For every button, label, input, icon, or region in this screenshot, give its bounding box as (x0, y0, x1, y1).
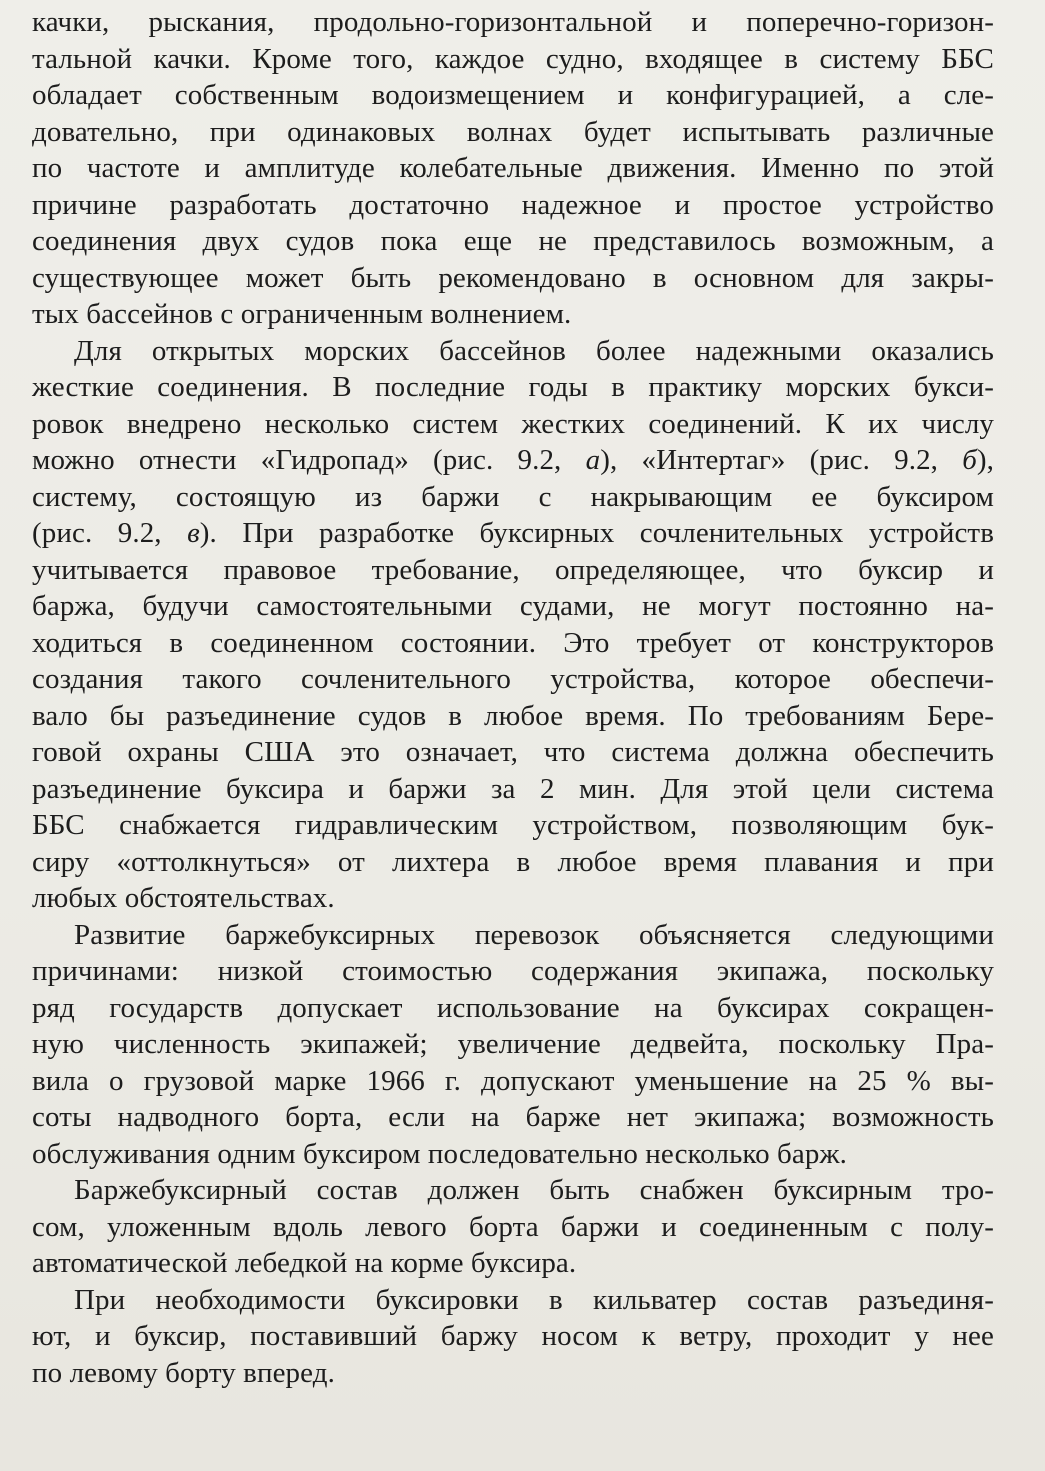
paragraph (32, 1282, 994, 1392)
text-line: сиру «оттолкнуться» от лихтера в любое время плавания и при (32, 845, 994, 878)
paragraph (32, 917, 994, 1173)
text-line: ную численность экипажей; увеличение дедвейта, поскольку Пра- (32, 1028, 994, 1060)
text-line: ют, и буксир, поставивший баржу носом к ветру, проходит у нее (32, 1320, 994, 1352)
text-line: Для открытых морских бассейнов более надежными оказались (74, 334, 994, 367)
text-line: сом, уложенным вдоль левого борта баржи и соединенным с полу- (32, 1210, 994, 1243)
text-line: по частоте и амплитуде колебательные движения. Именно по этой (32, 152, 994, 184)
text-line: причинами: низкой стоимостью содержания экипажа, поскольку (32, 955, 994, 987)
text-line: говой охраны США это означает, что система должна обеспечить (32, 736, 994, 768)
paragraph (32, 4, 994, 333)
text-line: При необходимости буксировки в кильватер состав разъединя- (74, 1283, 994, 1316)
text-line: Баржебуксирный состав должен быть снабжен буксирным тро- (74, 1174, 994, 1206)
text-line: существующее может быть рекомендовано в основном для закры- (32, 261, 994, 294)
text-line: обслуживания одним буксиром последовательно несколько барж. (32, 1137, 847, 1170)
text-line: (рис. 9.2, в). При разработке буксирных сочленительных устройств (32, 517, 994, 549)
figure-sublabel: б (962, 444, 977, 476)
text-line: создания такого сочленительного устройства, которое обеспечи- (32, 663, 994, 695)
text-line: ровок внедрено несколько систем жестких соединений. К их числу (32, 407, 994, 440)
text-line: вила о грузовой марке 1966 г. допускают уменьшение на 25 % вы- (32, 1064, 994, 1097)
text-line: тальной качки. Кроме того, каждое судно, входящее в систему ББС (32, 42, 994, 75)
text-line: ходиться в соединенном состоянии. Это требует от конструкторов (32, 626, 994, 659)
text-line: ББС снабжается гидравлическим устройством, позволяющим бук- (32, 809, 994, 841)
text-line: Развитие баржебуксирных перевозок объясняется следующими (74, 918, 994, 951)
text-line: довательно, при одинаковых волнах будет испытывать различные (32, 115, 994, 148)
text-line: систему, состоящую из баржи с накрывающим ее буксиром (32, 480, 994, 513)
text-line: причине разработать достаточно надежное и простое устройство (32, 188, 994, 221)
text-line: автоматической лебедкой на корме буксира. (32, 1247, 577, 1279)
paragraph (32, 333, 994, 917)
text-line: обладает собственным водоизмещением и конфигурацией, а сле- (32, 79, 994, 111)
figure-sublabel: а (585, 444, 601, 476)
paragraph (32, 1172, 994, 1282)
text-line: качки, рыскания, продольно-горизонтальной и поперечно-горизон- (32, 6, 994, 38)
text-line: по левому борту вперед. (32, 1356, 335, 1389)
figure-sublabel: в (187, 517, 200, 549)
text-line: любых обстоятельствах. (32, 882, 335, 914)
text-line: ряд государств допускает использование на буксирах сокращен- (32, 991, 994, 1024)
text-line: баржа, будучи самостоятельными судами, не могут постоянно на- (32, 590, 994, 622)
text-line: учитывается правовое требование, определяющее, что буксир и (32, 553, 994, 586)
text-line: тых бассейнов с ограниченным волнением. (32, 298, 572, 330)
page-text (32, 4, 994, 1391)
text-line: можно отнести «Гидропад» (рис. 9.2, а), «Интертаг» (рис. 9.2, б), (32, 444, 995, 476)
text-line: соты надводного борта, если на барже нет экипажа; возможность (32, 1101, 994, 1133)
text-line: вало бы разъединение судов в любое время. По требованиям Бере- (32, 699, 994, 732)
text-line: жесткие соединения. В последние годы в практику морских букси- (32, 371, 994, 403)
text-line: разъединение буксира и баржи за 2 мин. Для этой цели система (32, 772, 994, 805)
text-line: соединения двух судов пока еще не представилось возможным, а (32, 225, 994, 257)
